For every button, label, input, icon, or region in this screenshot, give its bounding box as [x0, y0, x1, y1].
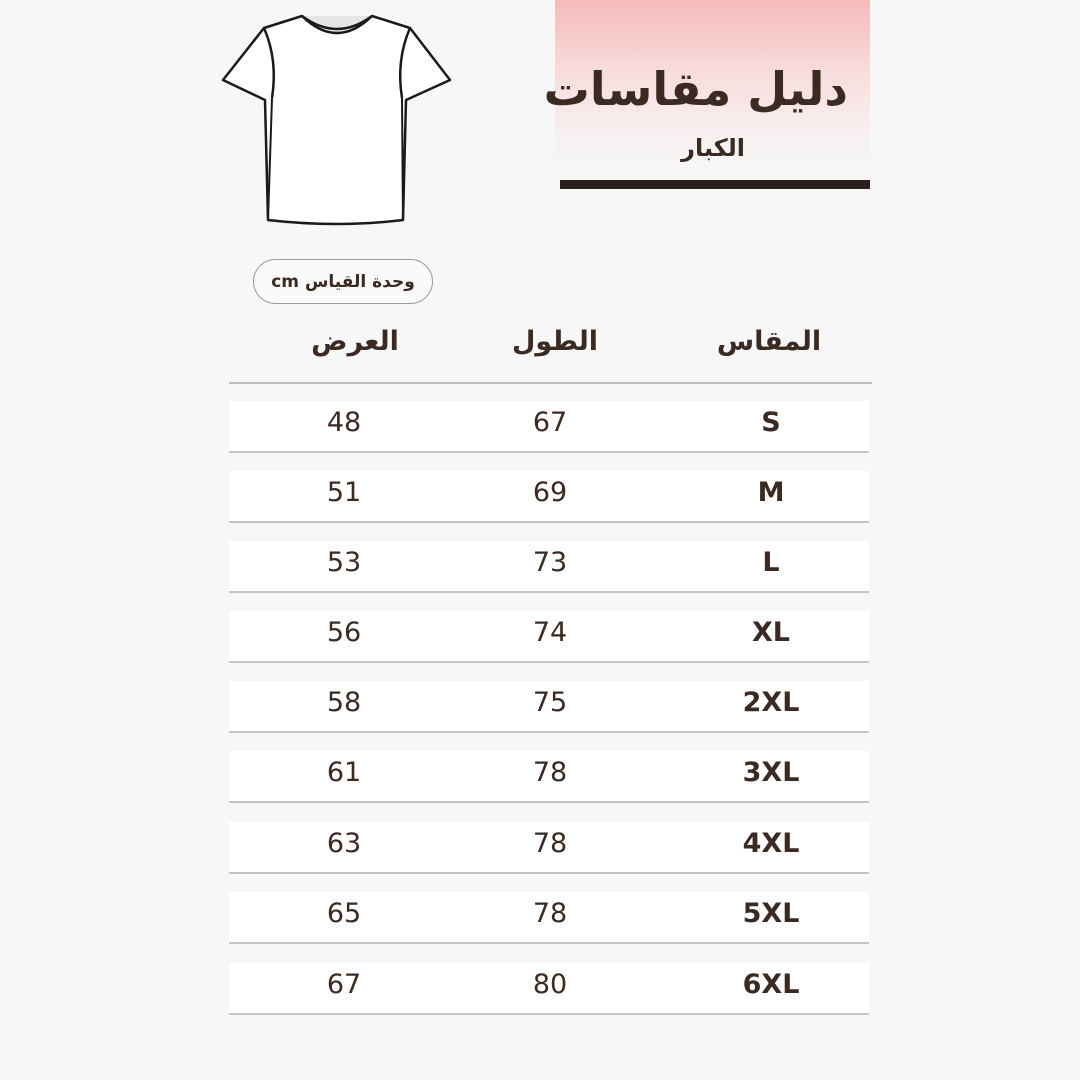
table-row: [229, 822, 869, 874]
length-cell: 80: [532, 969, 568, 1000]
size-cell: 4XL: [742, 828, 800, 859]
width-cell: 53: [326, 547, 362, 578]
table-header: [229, 326, 872, 384]
size-cell: S: [761, 407, 781, 438]
page-subtitle: الكبار: [681, 134, 745, 162]
tshirt-icon: [220, 10, 454, 232]
table-row: [229, 541, 869, 593]
table-row: [229, 963, 869, 1015]
size-cell: L: [762, 547, 780, 578]
table-row: [229, 611, 869, 663]
width-cell: 65: [326, 898, 362, 929]
length-cell: 78: [532, 828, 568, 859]
size-cell: 2XL: [742, 687, 800, 718]
width-cell: 51: [326, 477, 362, 508]
size-cell: XL: [751, 617, 791, 648]
width-cell: 58: [326, 687, 362, 718]
page-title: دليل مقاسات: [543, 62, 848, 116]
title-underline-bar: [560, 180, 870, 189]
size-cell: 5XL: [742, 898, 800, 929]
column-header-length: الطول: [511, 326, 599, 357]
column-header-size: المقاس: [716, 326, 822, 357]
width-cell: 56: [326, 617, 362, 648]
table-row: [229, 681, 869, 733]
size-cell: M: [757, 477, 785, 508]
length-cell: 74: [532, 617, 568, 648]
table-row: [229, 471, 869, 523]
length-cell: 78: [532, 898, 568, 929]
width-cell: 63: [326, 828, 362, 859]
column-header-width: العرض: [311, 326, 399, 357]
length-cell: 75: [532, 687, 568, 718]
length-cell: 78: [532, 757, 568, 788]
table-row: [229, 892, 869, 944]
length-cell: 73: [532, 547, 568, 578]
length-cell: 67: [532, 407, 568, 438]
title-card: [543, 0, 870, 180]
unit-badge: وحدة القياس cm: [253, 259, 433, 304]
size-cell: 6XL: [742, 969, 800, 1000]
table-row: [229, 751, 869, 803]
width-cell: 67: [326, 969, 362, 1000]
width-cell: 48: [326, 407, 362, 438]
table-row: [229, 401, 869, 453]
width-cell: 61: [326, 757, 362, 788]
size-cell: 3XL: [742, 757, 800, 788]
length-cell: 69: [532, 477, 568, 508]
